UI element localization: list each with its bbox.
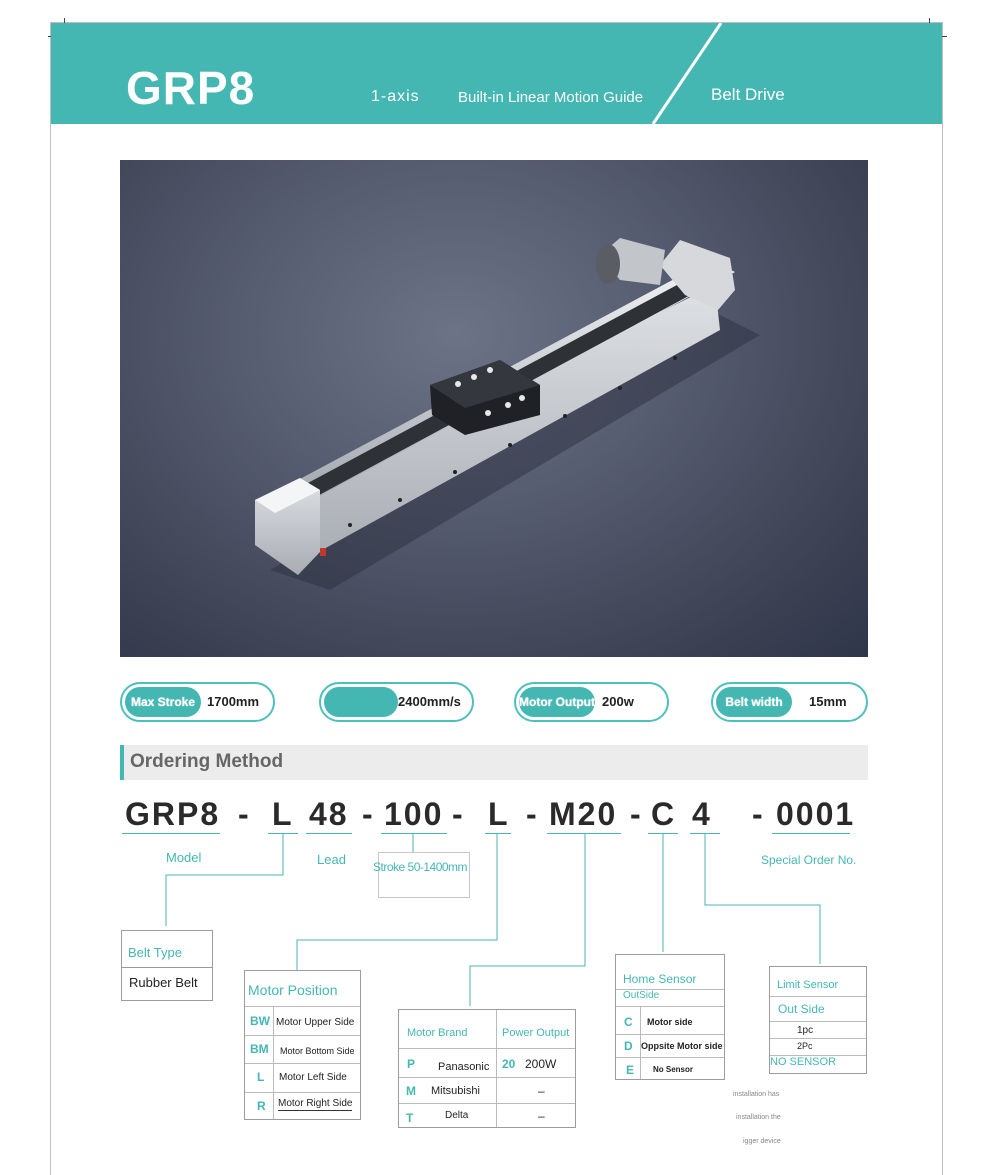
home-sensor-desc: Oppsite Motor side	[641, 1041, 723, 1051]
row-divider	[770, 1038, 866, 1039]
code-belt: L	[272, 796, 294, 832]
code-dash: -	[630, 796, 643, 832]
axis-label: 1-axis	[371, 88, 420, 105]
spec-belt-width	[711, 682, 868, 722]
motor-brand-title: Motor Brand	[407, 1027, 468, 1039]
code-underline	[690, 833, 720, 834]
motor-position-code: BW	[250, 1014, 270, 1028]
special-order-label: Special Order No.	[761, 853, 857, 867]
motor-position-desc: Motor Left Side	[279, 1072, 347, 1083]
code-underline	[648, 833, 678, 834]
spec-label	[324, 687, 398, 717]
motor-position-desc: Motor Bottom Side	[280, 1046, 355, 1056]
row-divider	[245, 1063, 360, 1064]
code-dash: -	[238, 796, 251, 832]
code-dash: -	[452, 796, 465, 832]
footnote: installation has	[733, 1091, 780, 1098]
row-divider	[616, 1034, 724, 1035]
spec-motor-output	[514, 682, 669, 722]
row-divider	[616, 1057, 724, 1058]
spec-value: 2400mm/s	[398, 694, 461, 709]
footnote: igger device	[743, 1138, 781, 1145]
motor-brand-code: M	[406, 1084, 416, 1098]
header-slash	[641, 23, 731, 124]
code-underline	[122, 833, 220, 834]
linear-actuator-image	[120, 160, 868, 657]
spec-label: Motor Output	[519, 687, 595, 717]
code-dash: -	[526, 796, 539, 832]
code-model: GRP8	[125, 796, 221, 832]
motor-position-desc: Motor Upper Side	[276, 1017, 355, 1028]
ordering-method-header	[120, 745, 868, 780]
code-dash: -	[362, 796, 375, 832]
motor-brand-code: T	[406, 1111, 414, 1125]
code-dash: -	[752, 796, 765, 832]
code-home-sensor: C	[651, 796, 677, 832]
spec-value: 1700mm	[207, 694, 260, 709]
limit-sensor-box	[769, 966, 867, 1074]
row-divider	[770, 996, 866, 997]
belt-type-value: Rubber Belt	[129, 975, 198, 990]
home-sensor-code: C	[624, 1015, 633, 1029]
guide-label: Built-in Linear Motion Guide	[458, 89, 644, 106]
spec-value: 200w	[602, 694, 634, 709]
row-divider	[399, 1103, 575, 1104]
motor-position-code: R	[257, 1099, 266, 1113]
product-photo	[120, 160, 868, 657]
code-stroke: 100	[384, 796, 444, 832]
row-divider	[245, 1035, 360, 1036]
code-underline	[772, 833, 850, 834]
limit-sensor-option: 2Pc	[797, 1041, 813, 1051]
header-band	[51, 23, 942, 124]
limit-sensor-title: Limit Sensor	[777, 979, 839, 991]
code-underline	[547, 833, 621, 834]
motor-brand-name: Mitsubishi	[431, 1085, 480, 1097]
spec-value: 15mm	[809, 694, 847, 709]
code-underline	[306, 833, 352, 834]
motor-position-box	[244, 970, 361, 1120]
motor-position-code: L	[257, 1070, 265, 1084]
home-sensor-subtitle: OutSide	[623, 990, 660, 1001]
home-sensor-title: Home Sensor	[623, 972, 697, 986]
row-divider	[245, 1006, 360, 1007]
spec-label: Max Stroke	[125, 687, 201, 717]
drive-label: Belt Drive	[711, 85, 785, 104]
ordering-method-title: Ordering Method	[130, 751, 284, 772]
column-divider	[496, 1010, 497, 1127]
row-divider	[399, 1048, 575, 1049]
motor-brand-box	[398, 1009, 576, 1128]
motor-position-code: BM	[250, 1042, 269, 1056]
code-motor: M20	[549, 796, 618, 832]
row-divider	[770, 1021, 866, 1022]
code-lead: 48	[309, 796, 349, 832]
column-divider	[273, 1006, 274, 1119]
limit-sensor-option: 1pc	[797, 1025, 814, 1036]
lead-label: Lead	[317, 852, 346, 867]
motor-brand-code: P	[407, 1057, 416, 1071]
limit-sensor-none: NO SENSOR	[770, 1056, 837, 1068]
spec-max-stroke	[120, 682, 275, 722]
motor-brand-name: Panasonic	[438, 1061, 490, 1073]
code-motor-position: L	[488, 796, 510, 832]
home-sensor-code: E	[626, 1063, 635, 1077]
code-underline	[268, 833, 298, 834]
row-divider	[616, 1006, 724, 1007]
power-value: –	[538, 1084, 545, 1098]
code-limit-sensor: 4	[692, 796, 712, 832]
home-sensor-desc: Motor side	[647, 1017, 693, 1027]
row-divider	[399, 1077, 575, 1078]
home-sensor-code: D	[624, 1039, 633, 1053]
footnote: installation the	[736, 1114, 781, 1121]
stroke-label: Stroke 50-1400mm	[373, 860, 468, 874]
row-divider	[245, 1092, 360, 1093]
belt-type-divider	[122, 967, 212, 968]
spec-speed	[319, 682, 474, 722]
product-title: GRP8	[126, 62, 256, 114]
stroke-label-box	[373, 852, 470, 898]
model-label: Model	[166, 850, 202, 865]
code-underline	[381, 833, 447, 834]
belt-type-title: Belt Type	[128, 945, 182, 960]
home-sensor-desc: No Sensor	[653, 1065, 694, 1074]
home-sensor-box	[615, 954, 725, 1080]
spec-label: Belt width	[716, 687, 792, 717]
code-special: 0001	[776, 796, 856, 832]
motor-brand-name: Delta	[445, 1110, 469, 1121]
motor-position-desc: Motor Right Side	[278, 1098, 353, 1109]
limit-sensor-subtitle: Out Side	[778, 1002, 825, 1016]
power-value: 200W	[525, 1057, 557, 1071]
power-value: –	[538, 1109, 545, 1123]
power-output-title: Power Output	[502, 1027, 570, 1039]
code-underline	[485, 833, 511, 834]
motor-position-title: Motor Position	[248, 982, 338, 998]
belt-type-box	[121, 930, 213, 1001]
power-code: 20	[502, 1057, 516, 1071]
